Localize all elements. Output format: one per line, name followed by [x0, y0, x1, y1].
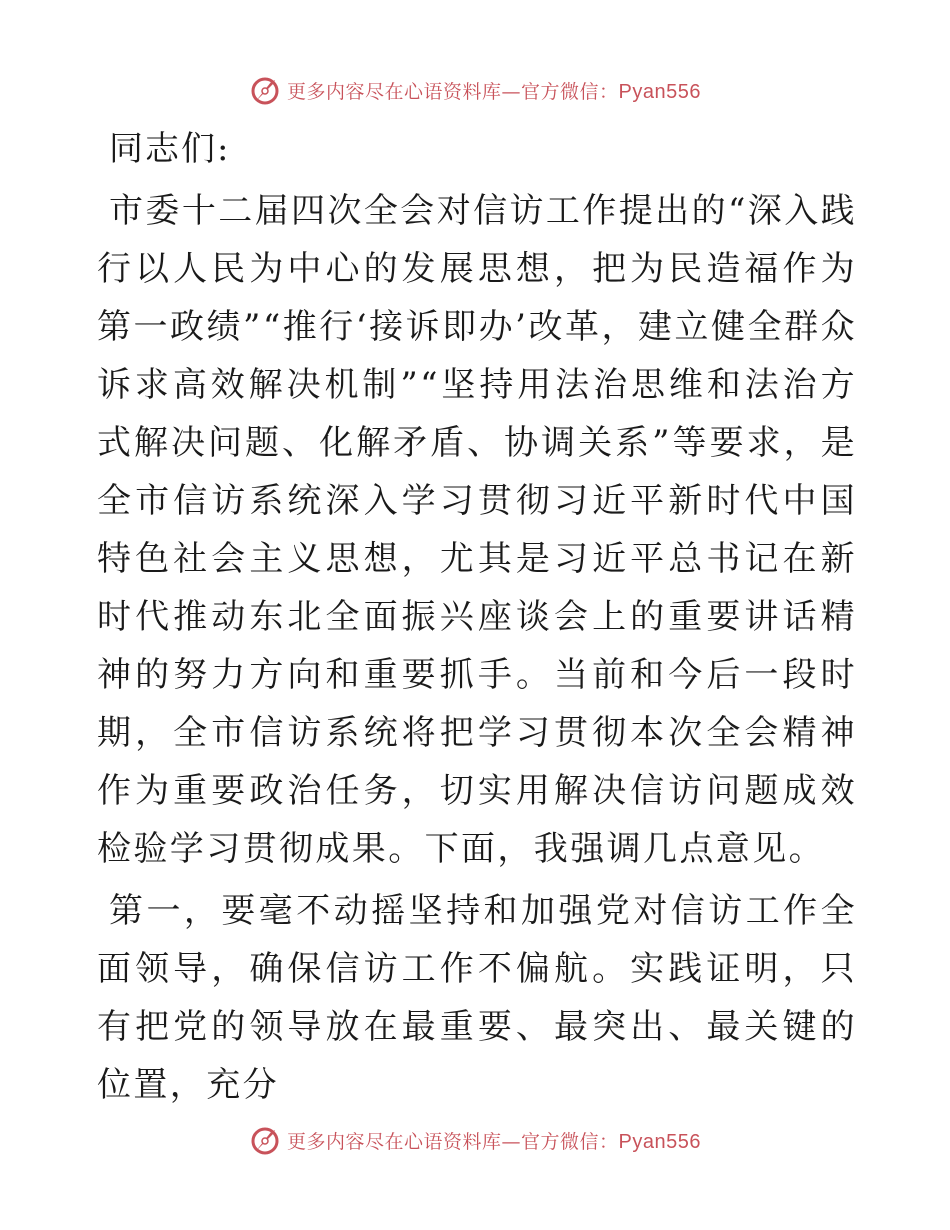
- watermark-wechat-id: Pyan556: [618, 1130, 701, 1153]
- quill-pen-logo-icon: [249, 74, 281, 106]
- paragraph-2: 第一，要毫不动摇坚持和加强党对信访工作全面领导，确保信访工作不偏航。实践证明，只有把党的领导放在最重要、最突出、最关键的位置，充分: [97, 891, 857, 1105]
- salutation: 同志们:: [109, 129, 231, 169]
- watermark-wechat-id: Pyan556: [618, 80, 701, 103]
- paragraph-1: 市委十二届四次全会对信访工作提出的“深入践行以人民为中心的发展思想，把为民造福作为第一政绩”“推行‘接诉即办’改革，建立健全群众诉求高效解决机制”“坚持用法治思维和法治方式解决问题、化解矛盾、协调关系”等要求，是全市信访系统深入学习贯彻习近平新时代中国特色社会主义思想，尤其是习近平总书记在新时代推动东北全面振兴座谈会上的重要讲话精神的努力方向和重要抓手。当前和今后一段时期，全市信访系统将把学习贯彻本次全会精神作为重要政治任务，切实用解决信访问题成效检验学习贯彻成果。下面，我强调几点意见。: [97, 191, 857, 869]
- quill-pen-logo-icon: [249, 1124, 281, 1156]
- document-body: [97, 120, 857, 1118]
- watermark-text: 更多内容尽在心语资料库—官方微信：Pyan556: [287, 80, 701, 103]
- watermark-text: 更多内容尽在心语资料库—官方微信：Pyan556: [287, 1130, 701, 1153]
- header-watermark: [0, 70, 950, 110]
- footer-watermark: [0, 1120, 950, 1160]
